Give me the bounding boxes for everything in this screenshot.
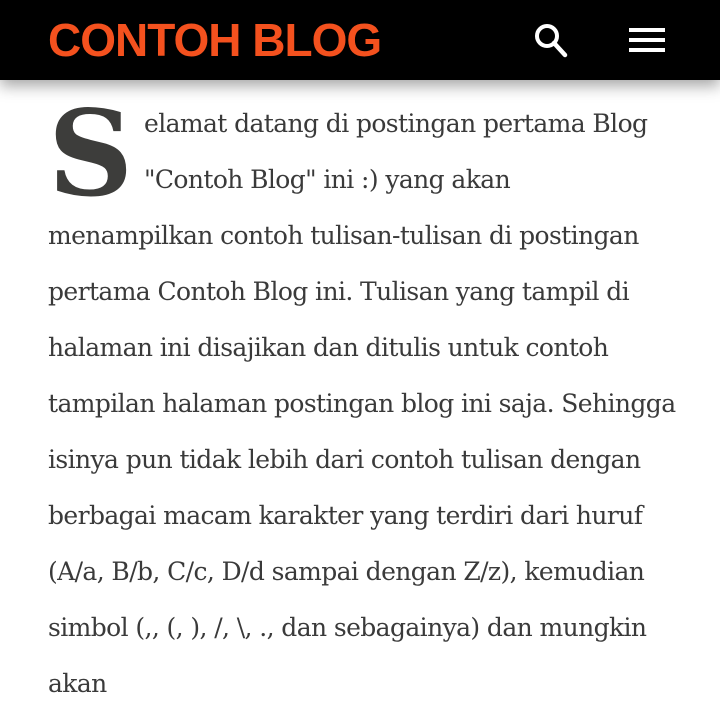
site-header xyxy=(0,0,720,80)
site-logo[interactable]: CONTOH BLOG xyxy=(48,14,382,66)
search-button[interactable] xyxy=(531,20,571,60)
search-icon xyxy=(531,20,571,60)
post-content xyxy=(48,84,678,712)
post-body-text: elamat datang di postingan pertama Blog "Contoh Blog" ini :) yang akan menampilkan contoh tulisan-tulisan di postingan pertama Contoh Blog ini. Tulisan yang tampil di halaman ini disajikan dan ditulis untuk contoh tampilan halaman postingan blog ini saja. Sehingga isinya pun tidak lebih dari contoh tulisan dengan berbagai macam karakter yang terdiri dari huruf (A/a, B/b, C/c, D/d sampai dengan Z/z), kemudian simbol (,, (, ), /, \, ., dan sebagainya) dan mungkin akan xyxy=(48,109,676,698)
hamburger-menu-icon-bar xyxy=(629,48,665,52)
drop-cap: S xyxy=(48,84,134,223)
hamburger-menu-icon-bar xyxy=(629,38,665,42)
hamburger-menu-icon-bar xyxy=(629,28,665,32)
menu-button[interactable] xyxy=(627,22,669,58)
